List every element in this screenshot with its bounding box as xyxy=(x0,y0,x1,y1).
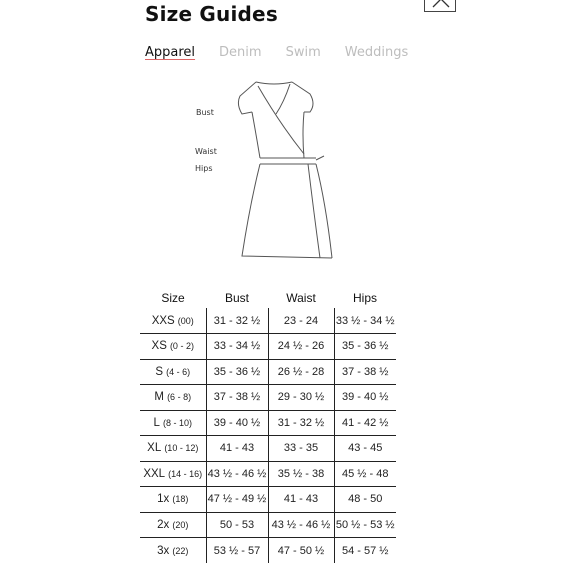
size-cell: XS (0 - 2) xyxy=(140,334,206,360)
bust-label: Bust xyxy=(196,108,214,117)
column-header-size: Size xyxy=(161,291,185,305)
dress-diagram xyxy=(192,74,392,274)
hips-cell: 54 - 57 ½ xyxy=(334,538,396,564)
page-title: Size Guides xyxy=(145,2,278,26)
bust-cell: 39 - 40 ½ xyxy=(206,410,268,436)
size-cell: 3x (22) xyxy=(140,538,206,564)
waist-cell: 43 ½ - 46 ½ xyxy=(268,512,334,538)
column-header-waist: Waist xyxy=(286,291,316,305)
bust-cell: 53 ½ - 57 xyxy=(206,538,268,564)
tab-apparel[interactable]: Apparel xyxy=(145,45,196,60)
table-header-row xyxy=(140,288,396,308)
close-button[interactable] xyxy=(424,0,456,12)
waist-cell: 31 - 32 ½ xyxy=(268,410,334,436)
table-row xyxy=(140,461,396,487)
bust-cell: 43 ½ - 46 ½ xyxy=(206,461,268,487)
table-row xyxy=(140,436,396,462)
column-header-hips: Hips xyxy=(352,291,377,305)
bust-cell: 50 - 53 xyxy=(206,512,268,538)
table-row xyxy=(140,385,396,411)
waist-cell: 47 - 50 ½ xyxy=(268,538,334,564)
size-cell: L (8 - 10) xyxy=(140,410,206,436)
tab-denim[interactable]: Denim xyxy=(219,45,262,60)
table-row xyxy=(140,410,396,436)
hips-cell: 43 - 45 xyxy=(334,436,396,462)
waist-label: Waist xyxy=(195,147,217,156)
table-row xyxy=(140,334,396,360)
table-row xyxy=(140,512,396,538)
tab-swim[interactable]: Swim xyxy=(285,45,321,60)
size-cell: 1x (18) xyxy=(140,487,206,513)
waist-cell: 26 ½ - 28 xyxy=(268,359,334,385)
bust-cell: 33 - 34 ½ xyxy=(206,334,268,360)
table-row xyxy=(140,487,396,513)
size-chart-table xyxy=(140,288,396,563)
size-cell: XL (10 - 12) xyxy=(140,436,206,462)
bust-cell: 41 - 43 xyxy=(206,436,268,462)
waist-cell: 23 - 24 xyxy=(268,308,334,334)
table-row xyxy=(140,308,396,334)
hips-cell: 39 - 40 ½ xyxy=(334,385,396,411)
bust-cell: 35 - 36 ½ xyxy=(206,359,268,385)
dress-outline-illustration xyxy=(192,74,392,274)
close-icon xyxy=(425,0,457,13)
size-cell: XXS (00) xyxy=(140,308,206,334)
hips-cell: 33 ½ - 34 ½ xyxy=(334,308,396,334)
size-cell: S (4 - 6) xyxy=(140,359,206,385)
bust-cell: 47 ½ - 49 ½ xyxy=(206,487,268,513)
bust-cell: 37 - 38 ½ xyxy=(206,385,268,411)
size-guide-tabs xyxy=(145,45,432,60)
hips-label: Hips xyxy=(195,164,213,173)
waist-cell: 41 - 43 xyxy=(268,487,334,513)
bust-cell: 31 - 32 ½ xyxy=(206,308,268,334)
hips-cell: 37 - 38 ½ xyxy=(334,359,396,385)
hips-cell: 48 - 50 xyxy=(334,487,396,513)
size-cell: M (6 - 8) xyxy=(140,385,206,411)
hips-cell: 41 - 42 ½ xyxy=(334,410,396,436)
hips-cell: 50 ½ - 53 ½ xyxy=(334,512,396,538)
waist-cell: 33 - 35 xyxy=(268,436,334,462)
hips-cell: 45 ½ - 48 xyxy=(334,461,396,487)
waist-cell: 29 - 30 ½ xyxy=(268,385,334,411)
tab-weddings[interactable]: Weddings xyxy=(344,45,409,60)
size-cell: 2x (20) xyxy=(140,512,206,538)
waist-cell: 24 ½ - 26 xyxy=(268,334,334,360)
table-row xyxy=(140,538,396,564)
size-cell: XXL (14 - 16) xyxy=(140,461,206,487)
column-header-bust: Bust xyxy=(224,291,249,305)
table-row xyxy=(140,359,396,385)
waist-cell: 35 ½ - 38 xyxy=(268,461,334,487)
hips-cell: 35 - 36 ½ xyxy=(334,334,396,360)
